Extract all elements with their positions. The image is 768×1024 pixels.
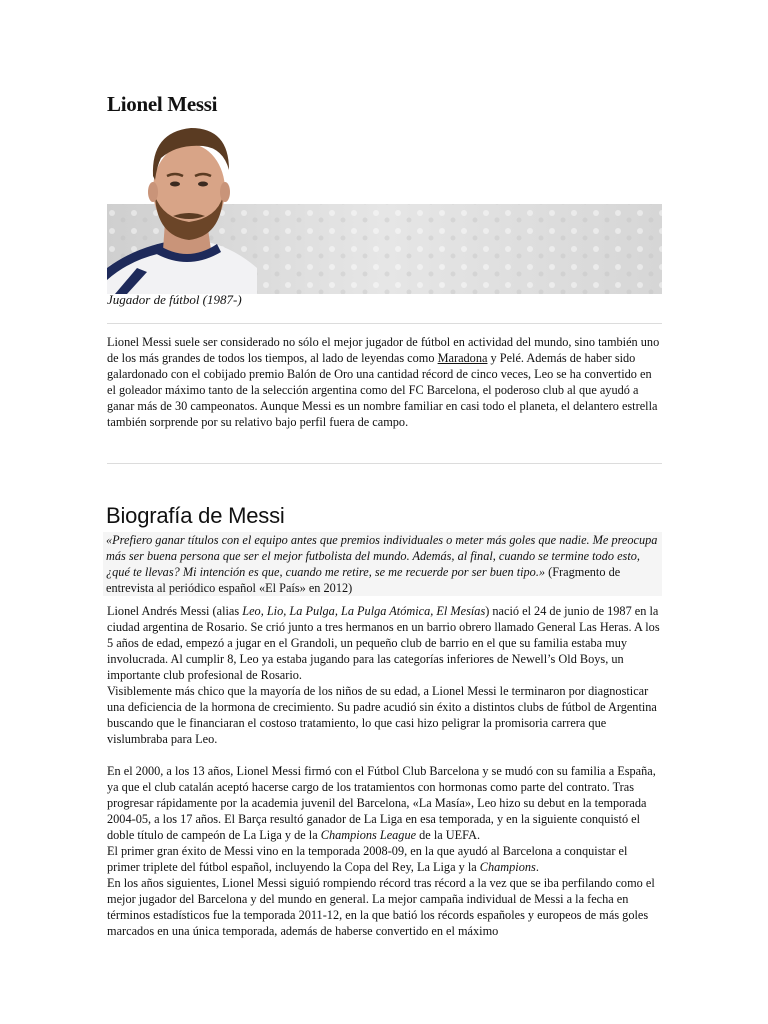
text-run: de la UEFA. — [416, 828, 481, 842]
quote-block — [103, 532, 662, 596]
text-run: Lionel Andrés Messi (alias — [107, 604, 243, 618]
quote-source: (Fragmento de entrevista al periódico español «El País» en 2012) — [106, 565, 621, 595]
champions-league-text: Champions League — [320, 828, 417, 842]
biography-paragraph — [107, 843, 662, 875]
biography-paragraph — [107, 603, 662, 683]
text-run: ) nació el 24 de junio de 1987 en la ciudad argentina de Rosario. Se crió junto a tres hermanos en un barrio obrero llamado General Las Heras. A los 5 años de edad, empezó a jugar en el Grandoli, un pequeño club de barrio en el que su familia estaba muy involucrada. Al cumplir 8, Leo ya estaba jugando para las categorías inferiores de Newell’s Old Boys, un importante club profesional de Rosario. — [107, 604, 660, 682]
biography-paragraph: En los años siguientes, Lionel Messi siguió rompiendo récord tras récord a la vez que se iba perfilando como el mejor jugador del Barcelona y del mundo en general. La mejor campaña individual de Messi a la fecha en términos estadísticos fue la temporada 2011-12, en la que batió los récords españoles y europeos de más goles marcados en una única temporada, además de haberse convertido en el máximo — [107, 876, 655, 938]
text-run: El primer gran éxito de Messi vino en la temporada 2008-09, en la que ayudó al Barcelona a conquistar el primer triplete del fútbol español, incluyendo la Copa del Rey, La Liga y la — [107, 844, 628, 874]
maradona-link[interactable]: Maradona — [437, 351, 488, 365]
portrait-photo — [107, 118, 662, 294]
text-run: En el 2000, a los 13 años, Lionel Messi firmó con el Fútbol Club Barcelona y se mudó con su familia a España, ya que el club catalán aceptó hacerse cargo de los tratamientos con hormonas como parte del contrato. Tras progresar rápidamente por la academia juvenil del Barcelona, «La Masía», Leo hizo su debut en la temporada 2004-05, a los 17 años. El Barça resultó ganador de La Liga en esa temporada, y en la siguiente conquistó el doble título de campeón de La Liga y de la — [107, 764, 656, 842]
biography-paragraph: Visiblemente más chico que la mayoría de los niños de su edad, a Lionel Messi le terminaron por diagnosticar una deficiencia de la hormona de crecimiento. Su padre acudió sin éxito a distintos clubs de fútbol de Argentina buscando que le financiaran el costoso tratamiento, lo que casi hizo peligrar la promisoria carrera que vislumbraba para Leo. — [107, 684, 657, 746]
article-title: Lionel Messi — [107, 92, 218, 116]
biography-paragraph — [107, 763, 662, 843]
text-run: . — [535, 860, 539, 874]
intro-text-before: Lionel Messi suele ser considerado no sólo el mejor jugador de fútbol en actividad del mundo, sino también uno de los más grandes de todos los tiempos, al lado de leyendas como — [107, 335, 660, 365]
paragraph-gap — [107, 747, 662, 763]
champions-text: Champions — [479, 860, 536, 874]
quote-text: «Prefiero ganar títulos con el equipo antes que premios individuales o meter más goles que nadie. Me preocupa más ser buena persona que ser el mejor futbolista del mundo. Además, al final, cuando se termine todo esto, ¿qué te llevas? Mi intención es que, cuando me retire, se me recuerde por ser buen tipo.» — [106, 533, 658, 579]
image-caption: Jugador de fútbol (1987-) — [107, 292, 242, 307]
aliases-text: Leo, Lio, La Pulga, La Pulga Atómica, El Mesías — [242, 604, 486, 618]
intro-paragraph — [107, 334, 662, 430]
hero-image — [107, 118, 662, 294]
section-heading: Biografía de Messi — [106, 503, 285, 528]
biography-body — [107, 603, 662, 939]
divider — [107, 323, 662, 324]
intro-text-after: y Pelé. Además de haber sido galardonado con el cobijado premio Balón de Oro una cantidad récord de cinco veces, Leo se ha convertido en el goleador máximo tanto de la selección argentina como del FC Barcelona, el poderoso club al que ayudó a ganar más de 30 campeonatos. Aunque Messi es un nombre familiar en casi todo el planeta, el delantero estrella también sorprende por su relativo bajo perfil fuera de campo. — [107, 351, 658, 429]
divider — [107, 463, 662, 464]
